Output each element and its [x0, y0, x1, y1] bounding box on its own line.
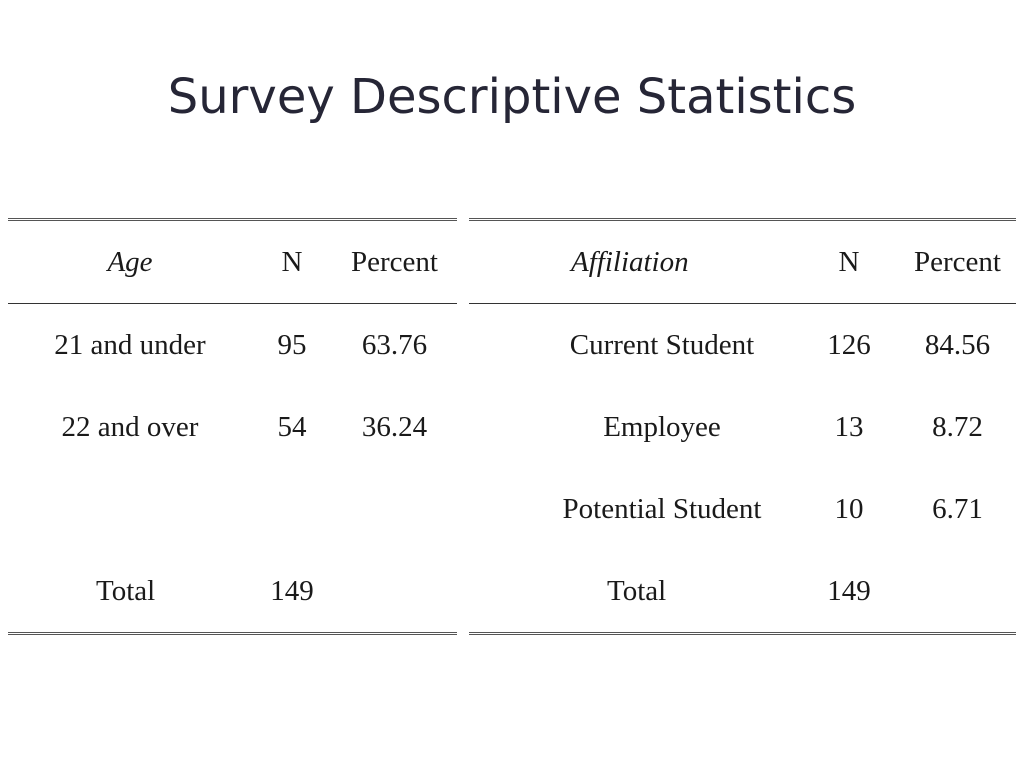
- table-row: [8, 386, 457, 468]
- n-header: N: [252, 220, 332, 304]
- category-cell: 21 and under: [54, 328, 206, 361]
- category-cell: Employee: [603, 410, 721, 443]
- category-cell: 22 and over: [61, 410, 199, 443]
- affiliation-table: [469, 218, 1016, 635]
- total-label: Total: [469, 550, 799, 634]
- percent-cell: 6.71: [932, 492, 983, 525]
- category-cell: Current Student: [569, 328, 755, 361]
- age-header: Age: [8, 220, 252, 304]
- percent-cell: [332, 468, 457, 550]
- percent-cell: 8.72: [932, 410, 983, 443]
- total-n: 149: [252, 550, 332, 634]
- table-row: [469, 386, 1016, 468]
- percent-cell: 36.24: [361, 410, 428, 443]
- table-row: [469, 468, 1016, 550]
- percent-cell: 84.56: [924, 328, 991, 361]
- percent-cell: 63.76: [361, 328, 428, 361]
- table-header-row: [469, 220, 1016, 304]
- total-row: [469, 550, 1016, 634]
- percent-header: Percent: [332, 220, 457, 304]
- total-label: Total: [8, 550, 252, 634]
- n-header: N: [799, 220, 899, 304]
- table-row-empty: [8, 468, 457, 550]
- total-percent: [332, 550, 457, 634]
- n-cell: 95: [277, 328, 307, 361]
- slide-title: Survey Descriptive Statistics: [167, 69, 857, 125]
- percent-header: Percent: [899, 220, 1016, 304]
- n-cell: 13: [834, 410, 864, 443]
- age-table: [8, 218, 457, 635]
- total-n: 149: [799, 550, 899, 634]
- n-cell: 126: [827, 328, 871, 361]
- n-cell: 54: [277, 410, 307, 443]
- total-percent: [899, 550, 1016, 634]
- n-cell: [252, 468, 332, 550]
- table-row: [469, 304, 1016, 387]
- table-header-row: [8, 220, 457, 304]
- affiliation-header: Affiliation: [469, 220, 799, 304]
- total-row: [8, 550, 457, 634]
- category-cell: [8, 468, 252, 550]
- n-cell: 10: [834, 492, 864, 525]
- table-row: [8, 304, 457, 387]
- category-cell: Potential Student: [562, 492, 762, 525]
